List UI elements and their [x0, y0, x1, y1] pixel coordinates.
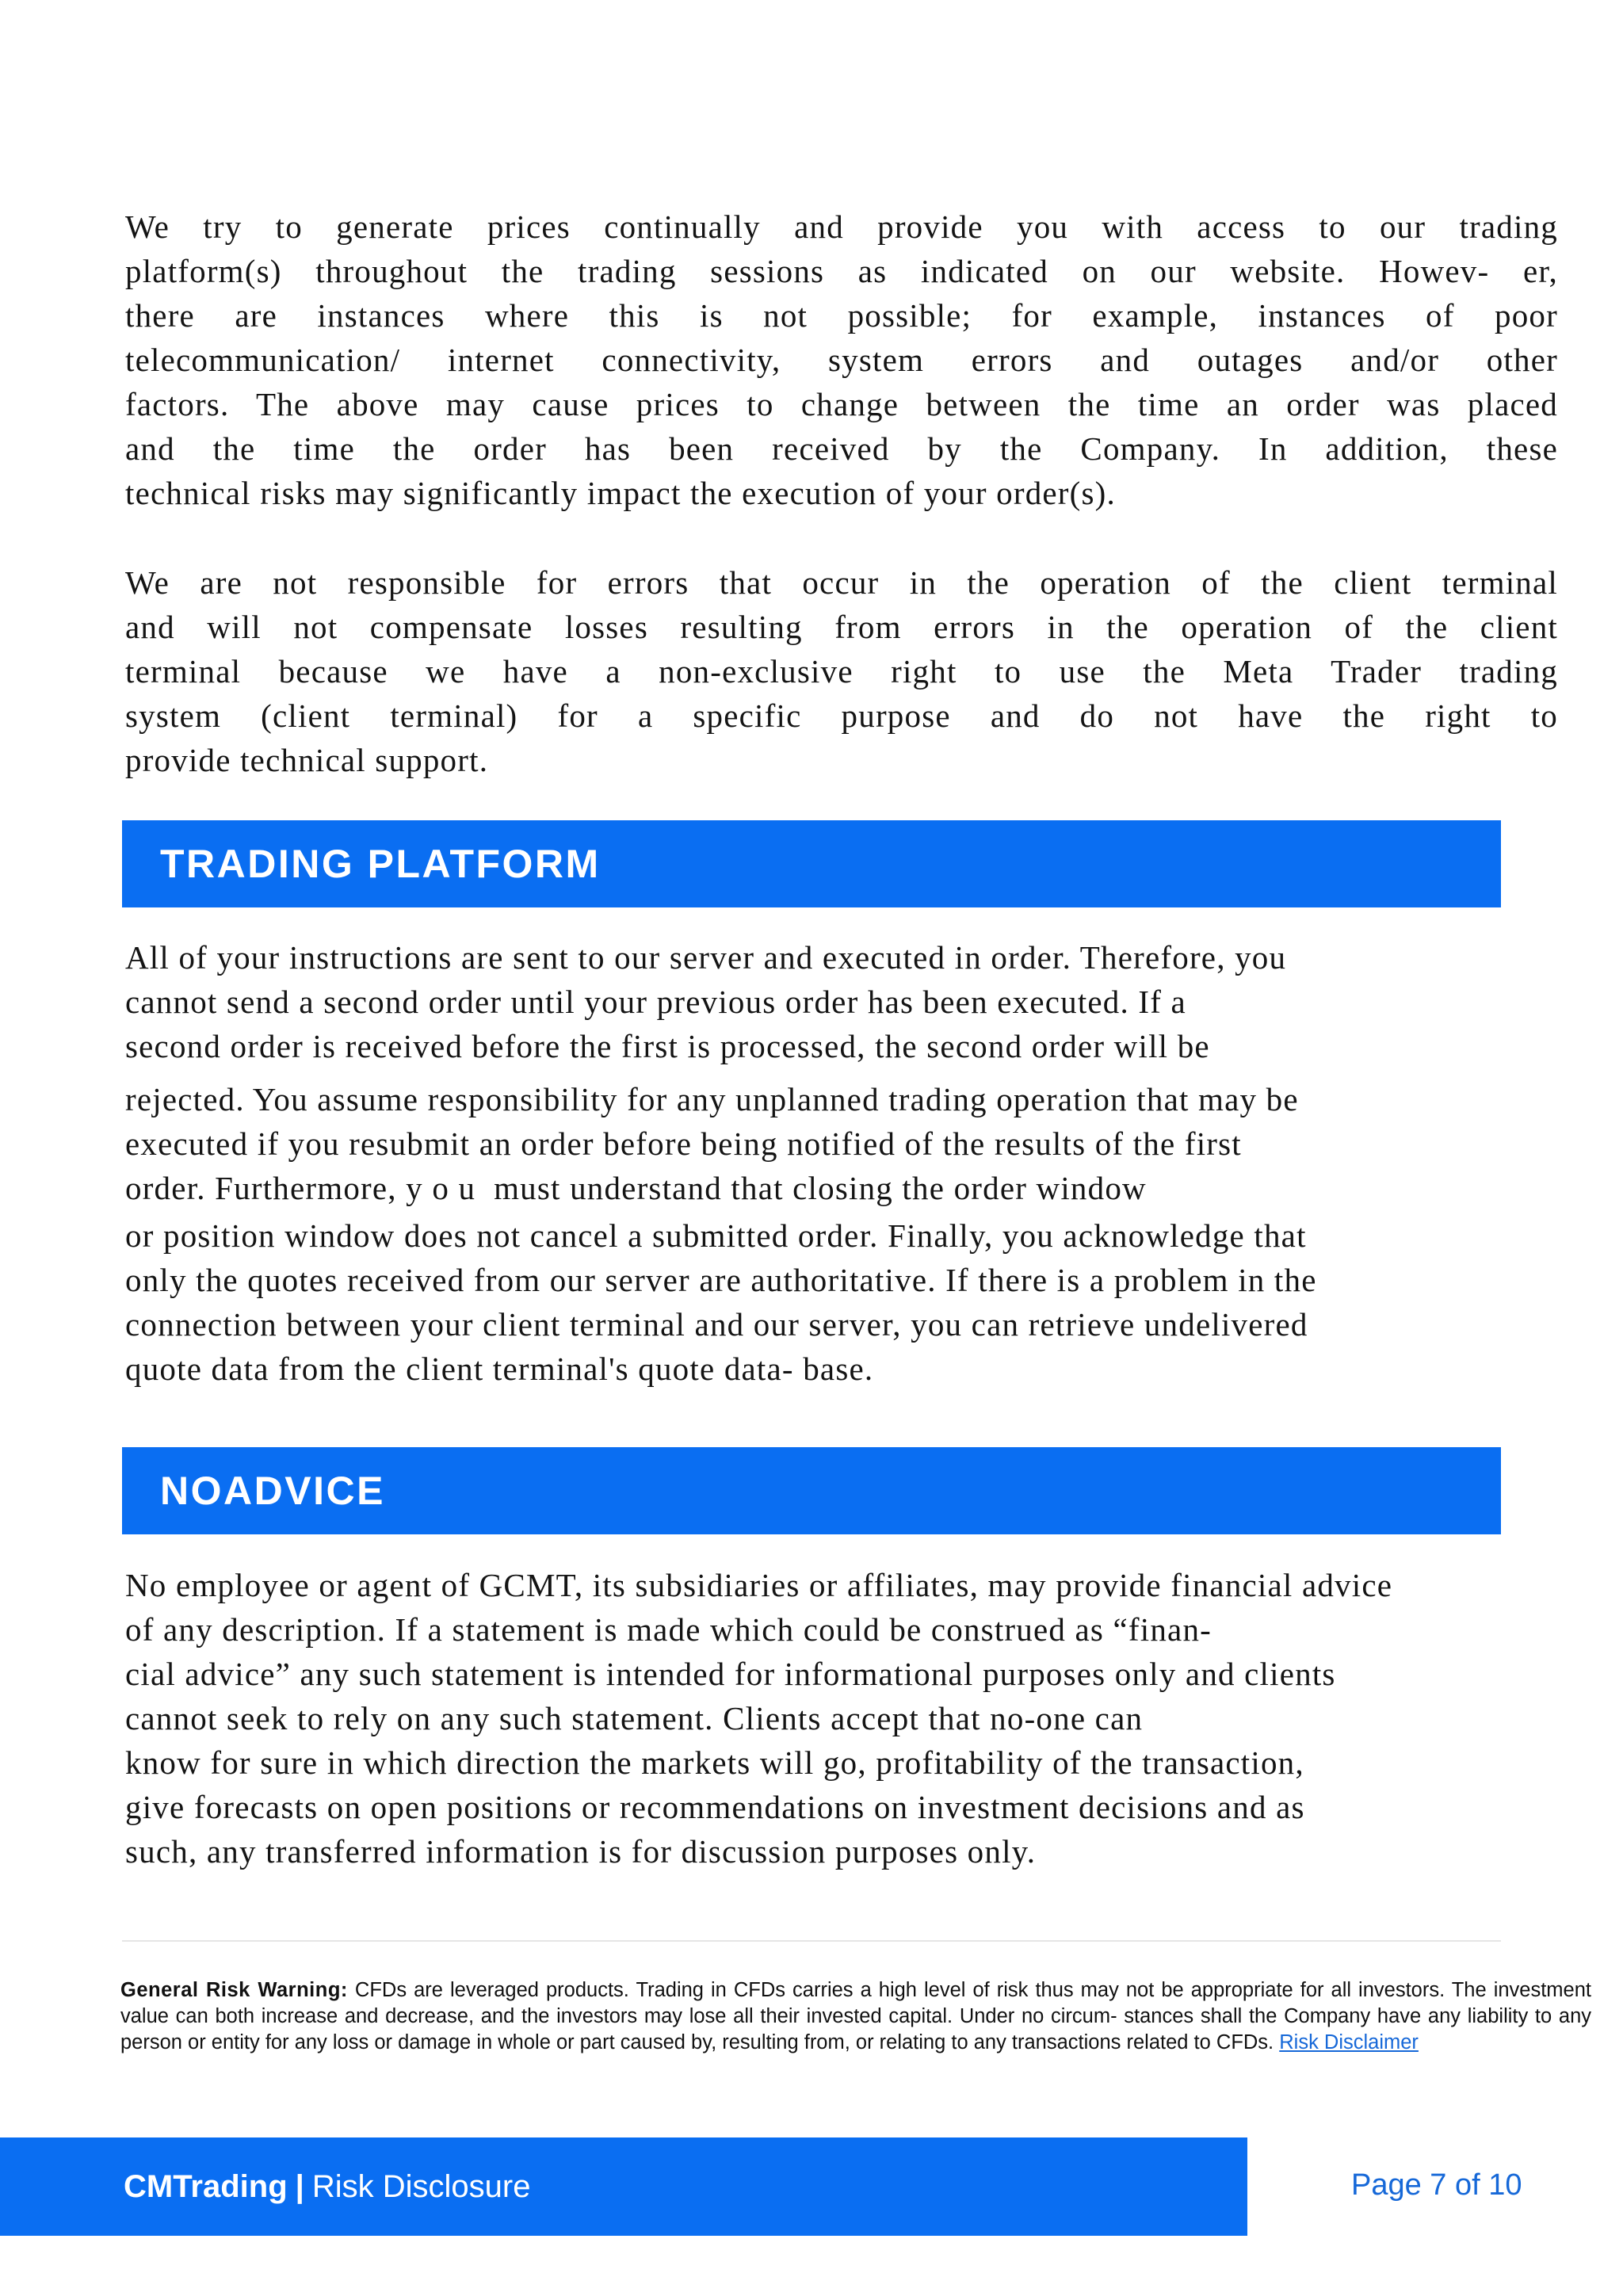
text-line: or position window does not cancel a submitted order. Finally, you acknowledge that [125, 1217, 1307, 1254]
text-line: cannot send a second order until your previous order has been executed. If a [125, 984, 1186, 1020]
risk-warning-label: General Risk Warning: [120, 1979, 348, 2001]
footer-brand: CMTrading [124, 2168, 288, 2204]
text-line: No employee or agent of GCMT, its subsidiaries or affiliates, may provide financial advice [125, 1567, 1393, 1603]
section-heading-text: TRADING PLATFORM [160, 842, 601, 886]
text-line: terminal because we have a non-exclusive right to use the Meta Trader trading [125, 653, 1558, 690]
section-heading-text: NOADVICE [160, 1469, 385, 1513]
risk-disclaimer-link[interactable]: Risk Disclaimer [1279, 2031, 1419, 2053]
text-line: All of your instructions are sent to our server and executed in order. Therefore, you [125, 939, 1287, 976]
text-line: technical risks may significantly impact the execution of your order(s). [125, 475, 1116, 511]
text-line: rejected. You assume responsibility for any unplanned trading operation that may be [125, 1081, 1299, 1117]
text-line: quote data from the client terminal's quote data- base. [125, 1350, 874, 1387]
text-line: and will not compensate losses resulting from errors in the operation of the client [125, 609, 1558, 645]
text-line: connection between your client terminal and our server, you can retrieve undelivered [125, 1306, 1308, 1343]
text-line: provide technical support. [125, 742, 489, 778]
text-line: such, any transferred information is for discussion purposes only. [125, 1833, 1037, 1870]
paragraph-no-advice [125, 1563, 1558, 1874]
general-risk-warning [120, 1977, 1591, 2056]
text-line: factors. The above may cause prices to change between the time an order was placed [125, 386, 1558, 422]
text-line: We are not responsible for errors that occur in the operation of the client terminal [125, 564, 1558, 601]
text-line: second order is received before the first is processed, the second order will be [125, 1028, 1210, 1064]
text-line: system (client terminal) for a specific purpose and do not have the right to [125, 697, 1558, 734]
text-line: cial advice” any such statement is intended for informational purposes only and clients [125, 1656, 1336, 1692]
footer-bar [0, 2137, 1247, 2236]
text-line: only the quotes received from our server are authoritative. If there is a problem in the [125, 1262, 1317, 1298]
text-line: give forecasts on open positions or recommendations on investment decisions and as [125, 1789, 1305, 1825]
section-heading-trading-platform [122, 820, 1501, 907]
footer-doc-title: Risk Disclosure [311, 2168, 531, 2204]
divider [122, 1940, 1501, 1942]
text-line: telecommunication/ internet connectivity, system errors and outages and/or other [125, 342, 1558, 378]
text-line: cannot seek to rely on any such statement. Clients accept that no-one can [125, 1700, 1144, 1736]
paragraph-trading-platform [125, 935, 1558, 1391]
text-line: of any description. If a statement is made which could be construed as “finan- [125, 1611, 1212, 1648]
risk-warning-text: CFDs are leveraged products. Trading in CFDs carries a high level of risk thus may not be appropriate for all investors. The investment value can both increase and decrease, and the investors may lose all their invested capital. Under no circum- stances shall the Company have any liability to any person or entity for any loss or damage in whole or part caused by, resulting from, or relating to any transactions related to CFDs. [120, 1979, 1592, 2053]
text-line: order. Furthermore, y o u must understand that closing the order window [125, 1170, 1147, 1206]
text-line: platform(s) throughout the trading sessions as indicated on our website. Howev- er, [125, 253, 1558, 289]
text-line: and the time the order has been received by the Company. In addition, these [125, 430, 1558, 467]
text-line: executed if you resubmit an order before being notified of the results of the first [125, 1125, 1242, 1162]
footer-separator: | [295, 2168, 304, 2204]
paragraph-price-generation [125, 204, 1558, 515]
page-number: Page 7 of 10 [1351, 2168, 1522, 2202]
section-heading-no-advice [122, 1447, 1501, 1534]
text-line: know for sure in which direction the markets will go, profitability of the transaction, [125, 1744, 1304, 1781]
text-line: We try to generate prices continually and provide you with access to our trading [125, 208, 1558, 245]
paragraph-client-terminal-errors [125, 560, 1558, 782]
text-line: there are instances where this is not possible; for example, instances of poor [125, 297, 1558, 334]
